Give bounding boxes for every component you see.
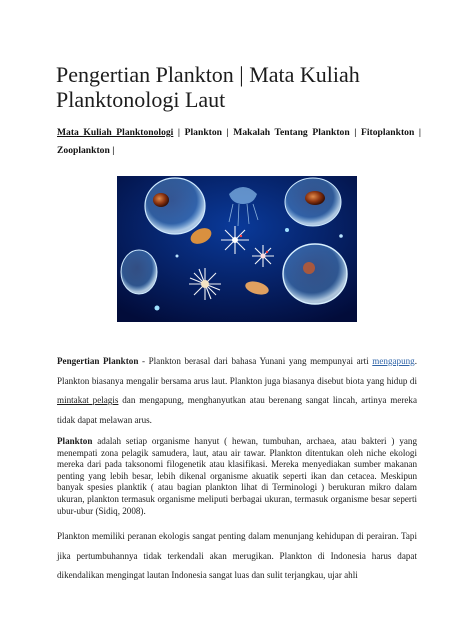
link-mintakat-pelagis[interactable]: mintakat pelagis	[57, 395, 119, 405]
paragraph-text: adalah setiap organisme hanyut ( hewan, tumbuhan, archaea, atau bakteri ) yang menempati zona pelagik samudera, laut, atau air tawar. Plankton ditentukan oleh niche ekologi mereka dari pada taksonomi filogenetik atau klasifikasi. Mereka menyediakan sumber makanan penting yang lebih besar, lebih dikenal organisme akuatik seperti ikan dan cetacea. Meskipun banyak spesies planktik ( atau bagian plankton lihat di Terminologi ) berukuran mikro dalam ukuran, plankton termasuk organisme meliputi berbagai ukuran, termasuk organisme besar seperti ubur-ubur (Sidiq, 2008).	[57, 436, 417, 516]
paragraph-text: - Plankton berasal dari bahasa Yunani yang mempunyai arti	[138, 356, 373, 366]
tag-link-zooplankton[interactable]: Zooplankton	[57, 145, 110, 156]
plankton-photo	[117, 176, 357, 322]
page-title: Pengertian Plankton | Mata Kuliah Planktonologi Laut	[56, 62, 360, 112]
term-plankton: Plankton	[57, 436, 93, 446]
plankton-illustration	[117, 176, 357, 322]
paragraph-text: dan mengapung, menghanyutkan atau berenang sangat lincah, artinya mereka tidak dapat melawan arus.	[57, 395, 418, 425]
paragraph-plankton	[57, 436, 417, 517]
tag-link-fitoplankton[interactable]: Fitoplankton	[360, 127, 415, 138]
tag-separator: |	[349, 127, 361, 138]
link-mengapung[interactable]: mengapung	[372, 356, 415, 366]
tag-link-makalah[interactable]: Makalah Tentang Plankton	[233, 127, 350, 138]
paragraph-text: . Plankton biasanya mengalir bersama arus laut. Plankton juga biasanya disebut biota yang hidup di	[57, 356, 417, 386]
term-pengertian-plankton: Pengertian Plankton	[57, 356, 139, 366]
tag-link-mata-kuliah[interactable]: Mata Kuliah Planktonologi	[57, 127, 174, 138]
tag-separator: |	[173, 127, 185, 138]
tag-separator: |	[221, 127, 234, 138]
tag-separator: |	[414, 127, 422, 138]
paragraph-peranan	[57, 527, 417, 586]
paragraph-text: Plankton memiliki peranan ekologis sangat penting dalam menunjang kehidupan di perairan. Tapi jika pertumbuhannya tidak terkendali akan merugikan. Plankton di Indonesia harus dapat dikendalikan mengingat lautan Indonesia sangat luas dan sulit terjangkau, ujar ahli	[57, 531, 417, 580]
tag-link-plankton[interactable]: Plankton	[184, 127, 222, 138]
tag-separator: |	[109, 145, 115, 156]
paragraph-definition	[57, 352, 417, 430]
tag-links	[57, 124, 421, 160]
